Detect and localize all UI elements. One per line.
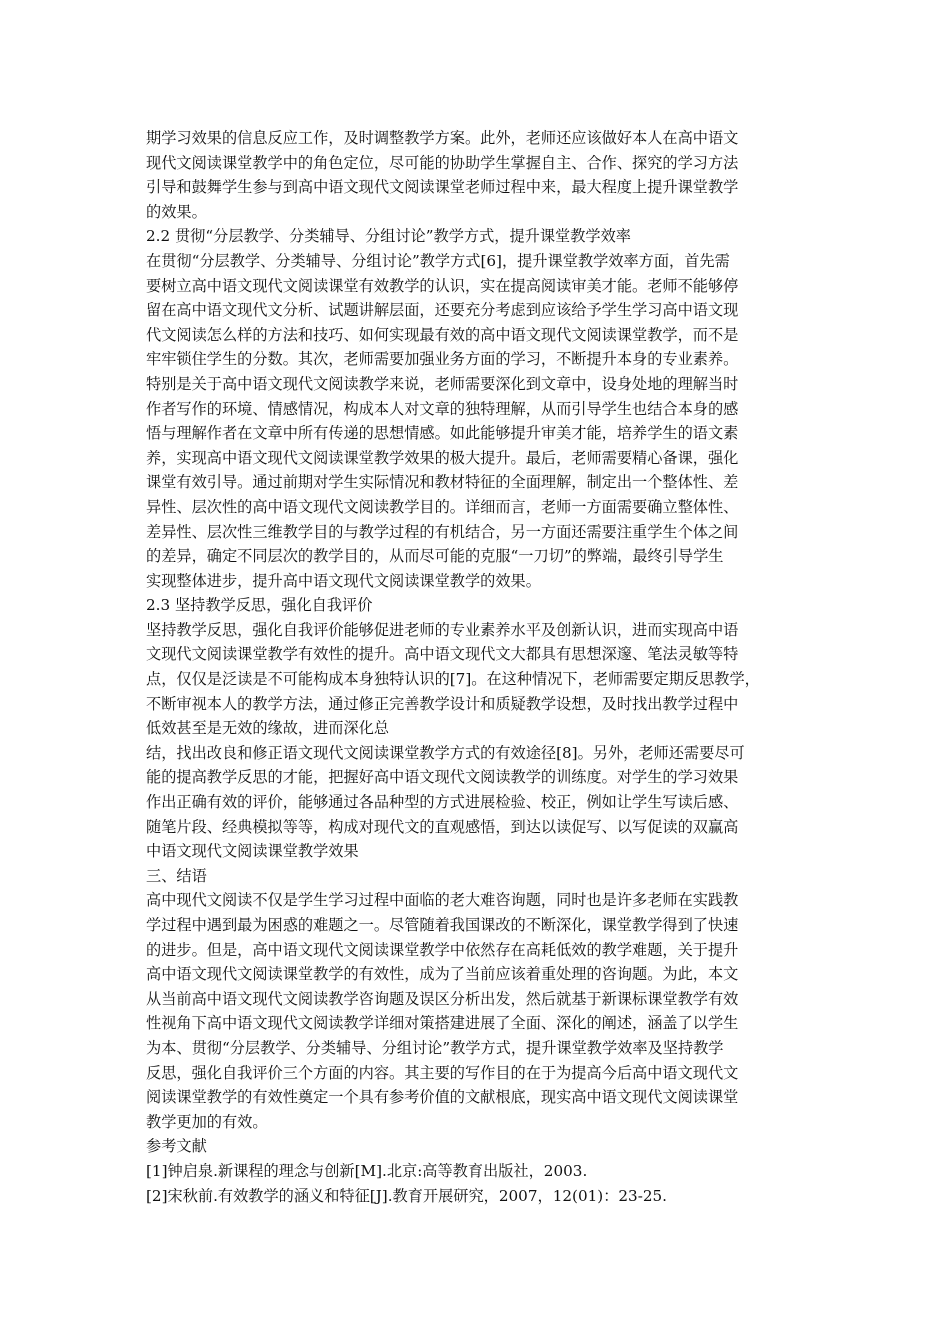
- text-line: 在贯彻“分层教学、分类辅导、分组讨论”教学方式[6]，提升课堂教学效率方面，首先需: [146, 251, 730, 270]
- body-paragraph: [146, 249, 814, 593]
- text-line: 的差异，确定不同层次的教学目的，从而尽可能的克服“一刀切”的弊端，最终引导学生: [146, 547, 724, 566]
- text-line: 特别是关于高中语文现代文阅读教学来说，老师需要深化到文章中，设身处地的理解当时: [146, 374, 739, 393]
- body-paragraph: [146, 888, 814, 1134]
- text-line: 教学更加的有效。: [146, 1112, 268, 1131]
- body-paragraph: [146, 618, 814, 741]
- text-line: 从当前高中语文现代文阅读教学咨询题及误区分析出发，然后就基于新课标课堂教学有效: [146, 989, 739, 1008]
- text-line: 随笔片段、经典模拟等等，构成对现代文的直观感悟，到达以读促写、以写促读的双赢高: [146, 817, 739, 836]
- text-line: 2.2 贯彻“分层教学、分类辅导、分组讨论”教学方式，提升课堂教学效率: [146, 227, 631, 246]
- text-line: 悟与理解作者在文章中所有传递的思想情感。如此能够提升审美才能，培养学生的语文素: [146, 424, 739, 443]
- text-line: [1]钟启泉.新课程的理念与创新[M].北京:高等教育出版社，2003.: [146, 1161, 588, 1180]
- reference-entry: [146, 1184, 814, 1209]
- text-line: 2.3 坚持教学反思，强化自我评价: [146, 596, 373, 615]
- text-line: 实现整体进步，提升高中语文现代文阅读课堂教学的效果。: [146, 571, 541, 590]
- text-line: 引导和鼓舞学生参与到高中语文现代文阅读课堂老师过程中来，最大程度上提升课堂教学: [146, 178, 739, 197]
- text-line: 低效甚至是无效的缘故，进而深化总: [146, 719, 389, 738]
- text-line: 的进步。但是，高中语文现代文阅读课堂教学中依然存在高耗低效的教学难题，关于提升: [146, 940, 739, 959]
- text-line: 不断审视本人的教学方法，通过修正完善教学设计和质疑教学设想，及时找出教学过程中: [146, 694, 739, 713]
- text-line: 课堂有效引导。通过前期对学生实际情况和教材特征的全面理解，制定出一个整体性、差: [146, 473, 739, 492]
- text-line: 作者写作的环境、情感情况，构成本人对文章的独特理解，从而引导学生也结合本身的感: [146, 399, 739, 418]
- text-line: 参考文献: [146, 1137, 207, 1156]
- text-line: 为本、贯彻“分层教学、分类辅导、分组讨论”教学方式，提升课堂教学效率及坚持教学: [146, 1038, 724, 1057]
- text-line: 异性、层次性的高中语文现代文阅读教学目的。详细而言，老师一方面需要确立整体性、: [146, 497, 739, 516]
- text-line: 阅读课堂教学的有效性奠定一个具有参考价值的文献根底，现实高中语文现代文阅读课堂: [146, 1088, 739, 1107]
- text-line: 点，仅仅是泛读是不可能构成本身独特认识的[7]。在这种情况下，老师需要定期反思教学，: [146, 670, 760, 689]
- reference-entry: [146, 1159, 814, 1184]
- text-line: 高中语文现代文阅读课堂教学的有效性，成为了当前应该着重处理的咨询题。为此，本文: [146, 965, 739, 984]
- text-line: 学过程中遇到最为困惑的难题之一。尽管随着我国课改的不断深化，课堂教学得到了快速: [146, 916, 739, 934]
- text-line: 要树立高中语文现代文阅读课堂有效教学的认识，实在提高阅读审美才能。老师不能够停: [146, 276, 739, 295]
- section-heading: [146, 864, 814, 889]
- body-paragraph: [146, 126, 814, 224]
- text-line: 的效果。: [146, 202, 207, 221]
- text-line: 牢牢锁住学生的分数。其次，老师需要加强业务方面的学习，不断提升本身的专业素养。: [146, 350, 739, 369]
- section-heading: [146, 1134, 814, 1159]
- text-line: 现代文阅读课堂教学中的角色定位，尽可能的协助学生掌握自主、合作、探究的学习方法: [146, 153, 739, 172]
- document-body: [146, 126, 814, 1208]
- section-heading: [146, 224, 814, 249]
- text-line: 坚持教学反思，强化自我评价能够促进老师的专业素养水平及创新认识，进而实现高中语: [146, 620, 739, 639]
- text-line: 中语文现代文阅读课堂教学效果: [146, 842, 359, 861]
- text-line: 代文阅读怎么样的方法和技巧、如何实现最有效的高中语文现代文阅读课堂教学，而不是: [146, 325, 739, 344]
- text-line: 文现代文阅读课堂教学有效性的提升。高中语文现代文大都具有思想深邃、笔法灵敏等特: [146, 645, 739, 664]
- text-line: 结，找出改良和修正语文现代文阅读课堂教学方式的有效途径[8]。另外，老师还需要尽可: [146, 743, 745, 762]
- text-line: 差异性、层次性三维教学目的与教学过程的有机结合，另一方面还需要注重学生个体之间: [146, 522, 739, 541]
- text-line: 性视角下高中语文现代文阅读教学详细对策搭建进展了全面、深化的阐述，涵盖了以学生: [146, 1014, 739, 1033]
- body-paragraph: [146, 741, 814, 864]
- text-line: 作出正确有效的评价，能够通过各品种型的方式进展检验、校正，例如让学生写读后感、: [146, 793, 739, 812]
- text-line: [2]宋秋前.有效教学的涵义和特征[J].教育开展研究，2007，12(01)：23-25.: [146, 1186, 667, 1205]
- text-line: 能的提高教学反思的才能，把握好高中语文现代文阅读教学的训练度。对学生的学习效果: [146, 768, 739, 787]
- text-line: 养，实现高中语文现代文阅读课堂教学效果的极大提升。最后，老师需要精心备课，强化: [146, 448, 739, 467]
- section-heading: [146, 593, 814, 618]
- text-line: 留在高中语文现代文分析、试题讲解层面，还要充分考虑到应该给予学生学习高中语文现: [146, 301, 739, 320]
- text-line: 高中现代文阅读不仅是学生学习过程中面临的老大难咨询题，同时也是许多老师在实践教: [146, 891, 739, 910]
- text-line: 反思，强化自我评价三个方面的内容。其主要的写作目的在于为提高今后高中语文现代文: [146, 1063, 739, 1082]
- text-line: 期学习效果的信息反应工作，及时调整教学方案。此外，老师还应该做好本人在高中语文: [146, 129, 739, 147]
- text-line: 三、结语: [146, 866, 207, 885]
